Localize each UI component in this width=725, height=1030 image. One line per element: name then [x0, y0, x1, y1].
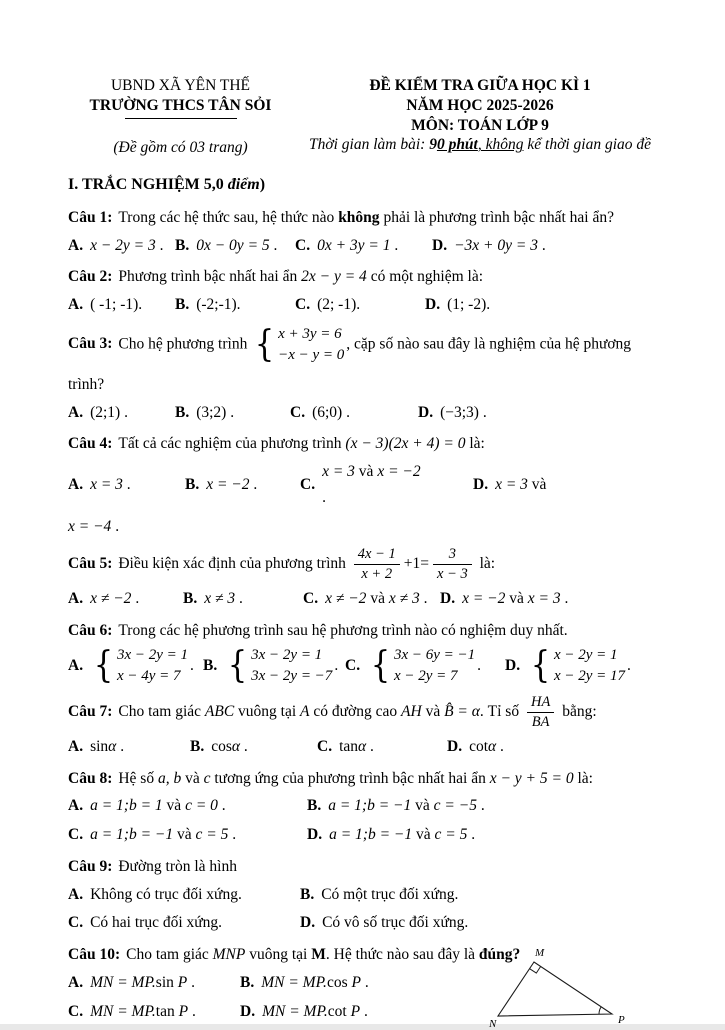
equation: 3x − 2y = 1 [251, 647, 323, 664]
fraction [433, 545, 472, 584]
question-label: Câu 8: [68, 769, 113, 787]
option-letter: B. [240, 973, 255, 991]
system-lines [394, 645, 475, 687]
option-text: 0x − 0y = 5 . [196, 236, 278, 254]
section-title: I. TRẮC NGHIỆM 5,0 điểm) [68, 176, 266, 194]
option-text: x = −2 . [206, 475, 258, 493]
option-text: sinα . [90, 738, 125, 756]
option-letter: A. [68, 657, 84, 675]
option-text: a = 1;b = 1 và c = 0 . [90, 797, 226, 815]
equation: x − 2y = 17 [553, 668, 626, 685]
option-text: (-2;-1). [196, 296, 241, 314]
question-label: Câu 7: [68, 703, 113, 721]
question-text: Trong các hệ thức sau, hệ thức nào không phải là phương trình bậc nhất hai ẩn? [118, 209, 614, 227]
brace-glyph: { [254, 323, 275, 365]
option-cell [240, 999, 368, 1025]
option-cell [295, 233, 432, 259]
option-letter: C. [68, 914, 84, 932]
question-text: bằng: [558, 703, 597, 721]
option-text: x = −2 và x = 3 . [462, 589, 569, 607]
org-name-1: UBND XÃ YÊN THẾ [110, 77, 251, 94]
option-letter: C. [295, 296, 311, 314]
fraction-denominator: BA [531, 714, 550, 731]
option-cell [68, 233, 175, 259]
option-text: −3x + 0y = 3 . [454, 236, 546, 254]
option-letter: B. [175, 236, 190, 254]
option-text: MN = MP.sin P . [90, 973, 195, 991]
header-left [68, 76, 293, 157]
question-8-options-row-2 [68, 822, 667, 848]
option-cell [68, 970, 240, 996]
option-letter: D. [300, 914, 316, 932]
option-tail: . [627, 657, 631, 675]
option-cell [300, 910, 468, 936]
option-cell [303, 586, 440, 612]
equation-middle: +1= [403, 555, 429, 573]
option-cell [307, 822, 475, 848]
option-cell [473, 472, 546, 498]
option-letter: A. [68, 738, 84, 756]
option-text: (−3;3) . [440, 403, 487, 421]
question-label: Câu 9: [68, 857, 113, 875]
brace-glyph: { [370, 645, 391, 687]
option-tail: . [190, 657, 194, 675]
option-cell [440, 586, 568, 612]
option-letter: B. [175, 296, 190, 314]
equation: −x − y = 0 [278, 346, 345, 363]
exam-title: ĐỀ KIỂM TRA GIỮA HỌC KÌ 1 [369, 77, 591, 94]
option-cell [240, 970, 369, 996]
question-text: Phương trình bậc nhất hai ẩn 2x − y = 4 có một nghiệm là: [118, 268, 484, 286]
option-text: Có hai trục đối xứng. [90, 914, 223, 932]
option-text: Không có trục đối xứng. [90, 885, 242, 903]
option-letter: D. [440, 589, 456, 607]
angle-arc [599, 1007, 601, 1014]
option-cell [68, 882, 300, 908]
right-triangle-figure [488, 944, 633, 1030]
fraction [354, 545, 400, 584]
question-label: Câu 5: [68, 555, 113, 573]
option-cell [175, 292, 295, 318]
option-cell [447, 734, 504, 760]
option-text: (3;2) . [196, 403, 235, 421]
equation: x − 2y = 1 [553, 647, 618, 664]
option-cell [300, 459, 473, 510]
question-9 [68, 854, 667, 936]
fraction-numerator: 3 [433, 545, 472, 565]
option-cell [68, 586, 183, 612]
question-label: Câu 4: [68, 435, 113, 453]
question-4-options [68, 459, 667, 510]
brace-glyph: { [227, 645, 248, 687]
option-letter: D. [240, 1002, 256, 1020]
option-text: Có một trục đối xứng. [321, 885, 459, 903]
option-cell [307, 793, 485, 819]
option-letter: B. [307, 797, 322, 815]
option-cell [425, 292, 490, 318]
option-cell [68, 999, 240, 1025]
right-angle-mark [530, 966, 541, 973]
question-label: Câu 3: [68, 335, 113, 353]
option-text: MN = MP.tan P . [90, 1002, 196, 1020]
option-cell [68, 910, 300, 936]
fraction [527, 693, 554, 732]
equation-system [529, 645, 625, 687]
option-cell [345, 645, 505, 687]
header-right [293, 76, 667, 157]
option-text: MN = MP.cot P . [262, 1002, 368, 1020]
option-letter: D. [473, 475, 489, 493]
fraction-denominator: x + 2 [361, 566, 393, 583]
option-letter: D. [432, 236, 448, 254]
equation-system [369, 645, 475, 687]
question-text: là: [475, 555, 496, 573]
question-text: Trong các hệ phương trình sau hệ phương trình nào có nghiệm duy nhất. [118, 621, 568, 639]
vertex-label-m: M [535, 947, 545, 960]
question-10-options-row-1 [68, 970, 488, 996]
system-lines [554, 645, 625, 687]
option-text: x − 2y = 3 . [90, 236, 164, 254]
question-1-text [68, 205, 667, 231]
question-1 [68, 205, 667, 258]
question-2-text [68, 264, 667, 290]
question-3-text-cont: trình? [68, 375, 105, 393]
question-5-options [68, 586, 667, 612]
school-year: NĂM HỌC 2025-2026 [406, 96, 554, 114]
option-letter: A. [68, 973, 84, 991]
option-cell [175, 233, 295, 259]
question-8-options-row-1 [68, 793, 667, 819]
question-9-text [68, 854, 667, 880]
option-cell [183, 586, 303, 612]
option-text: x ≠ −2 . [90, 589, 140, 607]
equation: 3x − 2y = 1 [116, 647, 189, 664]
question-8 [68, 766, 667, 848]
question-3-text [68, 324, 667, 366]
question-5-text [68, 545, 667, 584]
equation: x − 4y = 7 [116, 668, 181, 685]
system-lines [278, 324, 344, 366]
fraction-numerator: 4x − 1 [354, 545, 400, 565]
option-cell [68, 734, 190, 760]
option-cell [290, 400, 418, 426]
question-8-text [68, 766, 667, 792]
question-text: Cho tam giác ABC vuông tại A có đường cao AH và B̂ = α. Tỉ số [118, 703, 523, 721]
option-letter: D. [505, 657, 521, 675]
option-letter: C. [295, 236, 311, 254]
question-text: Hệ số a, b và c tương ứng của phương trình bậc nhất hai ẩn x − y + 5 = 0 là: [118, 769, 593, 787]
option-cell [295, 292, 425, 318]
option-letter: C. [68, 1002, 84, 1020]
question-2 [68, 264, 667, 317]
pages-note: (Đề gồm có 03 trang) [113, 138, 248, 156]
subject-line: MÔN: TOÁN LỚP 9 [411, 116, 549, 134]
option-cell [68, 472, 185, 498]
fraction-denominator: x − 3 [436, 566, 468, 583]
option-letter: D. [425, 296, 441, 314]
school-name: TRƯỜNG THCS TÂN SỎI [89, 96, 272, 114]
triangle-outline [498, 962, 612, 1016]
question-2-options [68, 292, 667, 318]
option-cell [418, 400, 487, 426]
question-3 [68, 324, 667, 425]
question-4-text [68, 431, 667, 457]
option-letter: A. [68, 296, 84, 314]
option-tail: . [334, 657, 339, 675]
option-text: cotα . [469, 738, 504, 756]
option-letter: D. [307, 826, 323, 844]
question-label: Câu 6: [68, 621, 113, 639]
option-text: x ≠ −2 và x ≠ 3 . [325, 589, 428, 607]
question-10-options-row-2 [68, 999, 488, 1025]
option-cell [68, 400, 175, 426]
option-cell [68, 645, 203, 687]
equation-system [92, 645, 188, 687]
question-1-options [68, 233, 667, 259]
question-text: , cặp số nào sau đây là nghiệm của hệ phương [346, 335, 632, 353]
option-text: cosα . [211, 738, 248, 756]
question-label: Câu 1: [68, 209, 113, 227]
fraction-numerator: HA [527, 693, 554, 713]
option-text: a = 1;b = −1 và c = 5 . [90, 826, 237, 844]
option-letter: B. [185, 475, 200, 493]
equation: 3x − 2y = −7 [251, 668, 333, 685]
option-text: x = 3 và [495, 475, 547, 493]
brace-glyph: { [93, 645, 114, 687]
option-tail: . [477, 657, 482, 675]
option-cell [185, 472, 300, 498]
equation-system [253, 324, 344, 366]
option-text: (1; -2). [447, 296, 491, 314]
question-text: Điều kiện xác định của phương trình [118, 555, 350, 573]
option-text: a = 1;b = −1 và c = 5 . [329, 826, 476, 844]
question-7-text [68, 693, 667, 732]
vertex-label-p: P [618, 1014, 625, 1027]
option-letter: A. [68, 403, 84, 421]
question-4 [68, 431, 667, 539]
question-label: Câu 10: [68, 946, 121, 964]
option-text: (2;1) . [90, 403, 128, 421]
option-cell [190, 734, 317, 760]
option-letter: C. [300, 475, 316, 493]
equation: x − 2y = 7 [393, 668, 458, 685]
system-lines [117, 645, 188, 687]
option-letter: C. [290, 403, 306, 421]
option-text: MN = MP.cos P . [261, 973, 369, 991]
option-cell [203, 645, 345, 687]
question-text: Cho hệ phương trình [118, 335, 252, 353]
question-7 [68, 693, 667, 759]
option-letter: A. [68, 797, 84, 815]
option-text: x = 3 và x = −2 . [322, 463, 468, 506]
option-letter: B. [175, 403, 190, 421]
option-text: a = 1;b = −1 và c = −5 . [328, 797, 485, 815]
question-3-options [68, 400, 667, 426]
option-letter: C. [68, 826, 84, 844]
option-cell [68, 292, 175, 318]
question-4-option-d-cont: x = −4 . [68, 517, 120, 535]
question-9-options-row-1 [68, 882, 667, 908]
question-5 [68, 545, 667, 611]
option-letter: A. [68, 589, 84, 607]
option-cell [317, 734, 447, 760]
question-9-options-row-2 [68, 910, 667, 936]
option-letter: B. [300, 885, 315, 903]
time-limit-line: Thời gian làm bài: 90 phút, không kể thời gian giao đề [308, 136, 652, 154]
option-letter: B. [190, 738, 205, 756]
option-letter: A. [68, 236, 84, 254]
question-text: Tất cả các nghiệm của phương trình (x − 3)(2x + 4) = 0 là: [118, 435, 485, 453]
question-7-options [68, 734, 667, 760]
option-cell [300, 882, 458, 908]
question-text: Đường tròn là hình [118, 857, 237, 875]
equation: x + 3y = 6 [278, 325, 342, 342]
option-letter: A. [68, 475, 84, 493]
option-text: (6;0) . [312, 403, 350, 421]
option-text: x ≠ 3 . [204, 589, 243, 607]
option-cell [68, 822, 307, 848]
option-text: x = 3 . [90, 475, 131, 493]
option-cell [432, 233, 546, 259]
question-6 [68, 618, 667, 688]
option-letter: C. [303, 589, 319, 607]
option-text: tanα . [339, 738, 374, 756]
equation-system [226, 645, 332, 687]
equation: 3x − 6y = −1 [393, 647, 476, 664]
vertex-label-n: N [489, 1018, 497, 1030]
option-text: Có vô số trục đối xứng. [322, 914, 469, 932]
option-cell [505, 645, 631, 687]
option-letter: A. [68, 885, 84, 903]
question-6-options [68, 645, 667, 687]
option-letter: D. [418, 403, 434, 421]
system-lines [251, 645, 332, 687]
header-divider [125, 118, 237, 119]
brace-glyph: { [530, 645, 551, 687]
question-label: Câu 2: [68, 268, 113, 286]
exam-header [68, 76, 667, 157]
option-text: ( -1; -1). [90, 296, 143, 314]
question-text: Cho tam giác MNP vuông tại M. Hệ thức nào sau đây là đúng? [126, 946, 521, 964]
option-cell [175, 400, 290, 426]
option-cell [68, 793, 307, 819]
option-text: 0x + 3y = 1 . [317, 236, 399, 254]
option-text: (2; -1). [317, 296, 361, 314]
option-letter: D. [447, 738, 463, 756]
option-letter: B. [203, 657, 218, 675]
question-10 [68, 942, 667, 1030]
option-letter: B. [183, 589, 198, 607]
option-letter: C. [345, 657, 361, 675]
option-letter: C. [317, 738, 333, 756]
question-6-text [68, 618, 667, 644]
